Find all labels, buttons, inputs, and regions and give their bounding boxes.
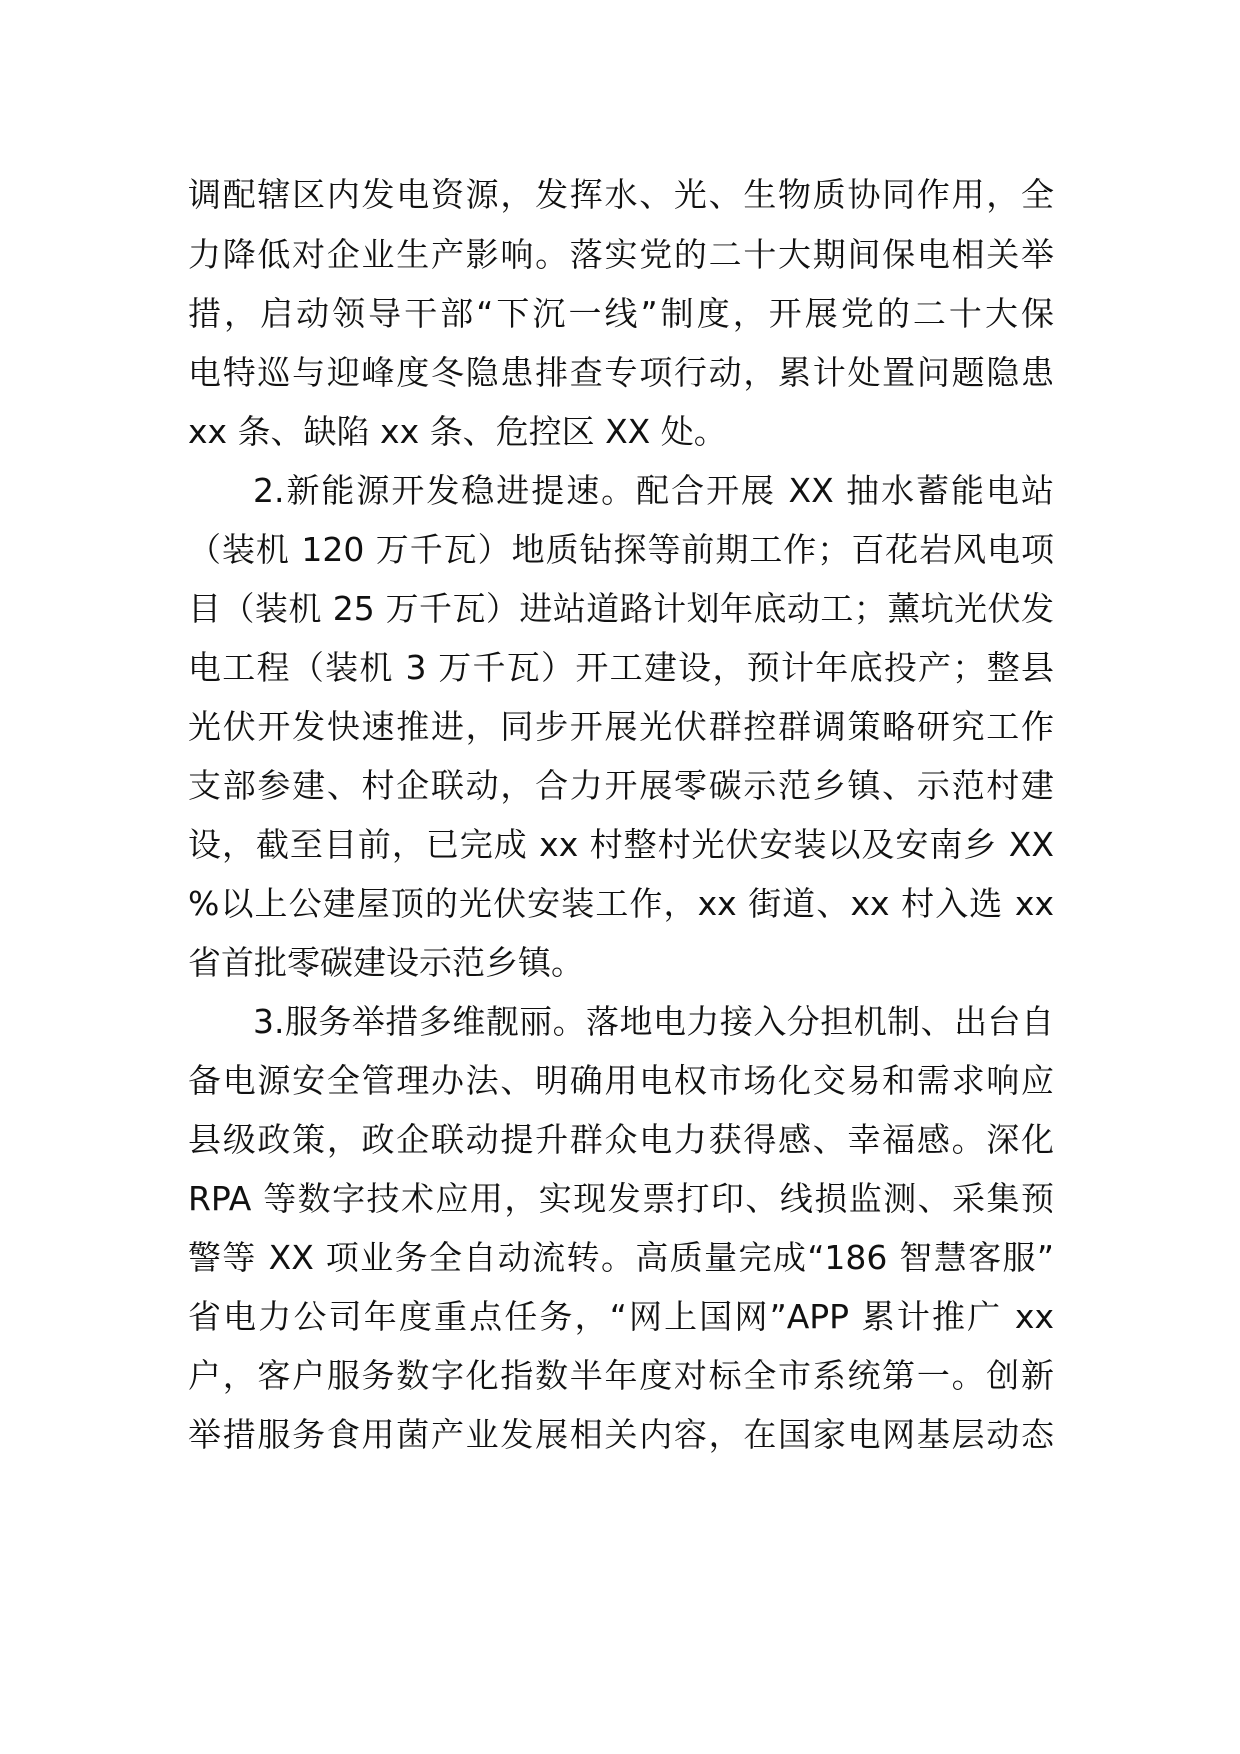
paragraph-3-line-5: 警等 XX 项业务全自动流转。高质量完成“186 智慧客服” bbox=[188, 1238, 1054, 1277]
paragraph-1-line-5: xx 条、缺陷 xx 条、危控区 XX 处。 bbox=[188, 412, 727, 451]
paragraph-2-line-3: 目（装机 25 万千瓦）进站道路计划年底动工；薰坑光伏发 bbox=[188, 589, 1054, 628]
paragraph-1-line-2: 力降低对企业生产影响。落实党的二十大期间保电相关举 bbox=[188, 235, 1054, 274]
paragraph-1-line-1: 调配辖区内发电资源，发挥水、光、生物质协同作用，全 bbox=[188, 175, 1054, 214]
section-heading-new-energy: 2.新能源开发稳进提速。配合开展 XX 抽水蓄能电站 bbox=[253, 471, 1054, 510]
paragraph-3-line-8: 举措服务食用菌产业发展相关内容，在国家电网基层动态 bbox=[188, 1415, 1054, 1454]
paragraph-2-line-5: 光伏开发快速推进，同步开展光伏群控群调策略研究工作 bbox=[188, 707, 1054, 746]
paragraph-3-line-4: RPA 等数字技术应用，实现发票打印、线损监测、采集预 bbox=[188, 1179, 1054, 1218]
paragraph-2-line-2: （装机 120 万千瓦）地质钻探等前期工作；百花岩风电项 bbox=[188, 530, 1054, 569]
paragraph-2-line-8: %以上公建屋顶的光伏安装工作，xx 街道、xx 村入选 xx bbox=[188, 884, 1054, 923]
paragraph-3-line-7: 户，客户服务数字化指数半年度对标全市系统第一。创新 bbox=[188, 1356, 1054, 1395]
paragraph-1-line-4: 电特巡与迎峰度冬隐患排查专项行动，累计处置问题隐患 bbox=[188, 353, 1054, 392]
paragraph-3-line-6: 省电力公司年度重点任务，“网上国网”APP 累计推广 xx bbox=[188, 1297, 1054, 1336]
paragraph-3-line-2: 备电源安全管理办法、明确用电权市场化交易和需求响应 bbox=[188, 1061, 1054, 1100]
paragraph-1-line-3: 措，启动领导干部“下沉一线”制度，开展党的二十大保 bbox=[188, 294, 1054, 333]
paragraph-2-line-7: 设，截至目前，已完成 xx 村整村光伏安装以及安南乡 XX bbox=[188, 825, 1054, 864]
paragraph-3-line-3: 县级政策，政企联动提升群众电力获得感、幸福感。深化 bbox=[188, 1120, 1054, 1159]
paragraph-2-line-9: 省首批零碳建设示范乡镇。 bbox=[188, 943, 584, 982]
paragraph-2-line-4: 电工程（装机 3 万千瓦）开工建设，预计年底投产；整县 bbox=[188, 648, 1054, 687]
paragraph-2-line-6: 支部参建、村企联动，合力开展零碳示范乡镇、示范村建 bbox=[188, 766, 1054, 805]
section-heading-service-measures: 3.服务举措多维靓丽。落地电力接入分担机制、出台自 bbox=[253, 1002, 1054, 1041]
